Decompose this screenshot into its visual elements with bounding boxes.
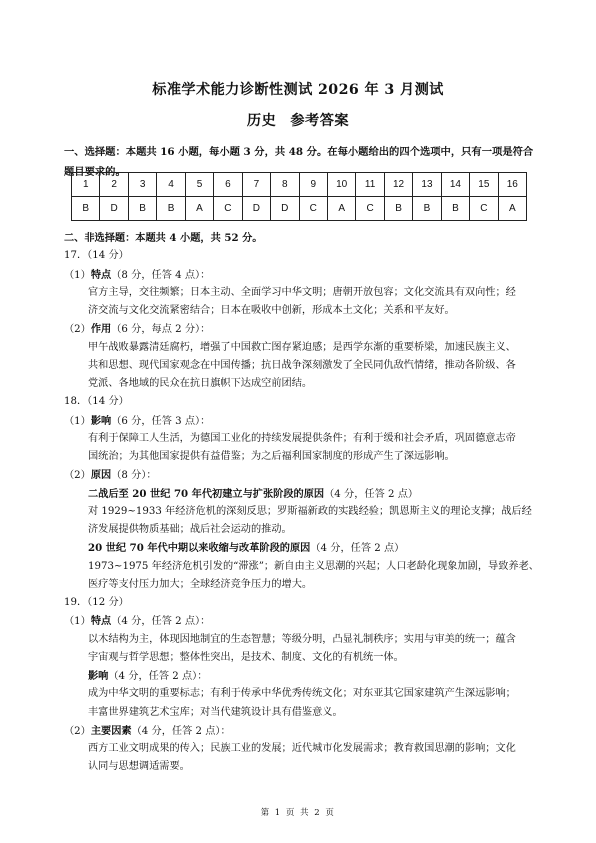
part-label: （2） — [64, 470, 91, 482]
answer-line: 党派、各地域的民众在抗日旗帜下达成空前团结。 — [88, 378, 313, 389]
answer-cell: D — [100, 197, 128, 221]
answer-cell: C — [356, 197, 384, 221]
answer-line: 官方主导，交往频繁；日本主动、全面学习中华文明；唐朝开放包容；文化交流具有双向性；经 — [88, 286, 516, 298]
answer-cell: C — [214, 197, 242, 221]
answer-cell: A — [498, 197, 526, 221]
question-number-cell: 7 — [242, 173, 270, 197]
answer-cell: B — [157, 197, 185, 221]
q18-part1-header — [64, 412, 536, 430]
question-number-cell: 8 — [271, 173, 299, 197]
part-label: （2） — [64, 324, 91, 336]
answer-line: 1973~1975 年经济危机引发的“滞涨”；新自由主义思潮的兴起；人口老龄化现象加剧，导致养老、 — [88, 560, 539, 572]
doc-type-label: 参考答案 — [290, 113, 350, 129]
answer-table — [71, 172, 527, 221]
q19-part2-header — [64, 722, 536, 740]
q17-part2-header — [64, 320, 536, 338]
part-label: （1） — [64, 616, 91, 628]
q18-part2-header — [64, 466, 536, 484]
stage2-header — [64, 539, 536, 557]
answer-line: 国统治；为其他国家提供有益借鉴；为之后福利国家制度的形成产生了深远影响。 — [88, 451, 455, 462]
part-title: 原因 — [90, 469, 112, 482]
part-score: （8 分）： — [111, 470, 157, 482]
q17-number: 17．（14 分） — [64, 250, 129, 262]
part-label: （1） — [64, 269, 91, 281]
answer-line: 济交流与文化交流紧密结合；日本在吸收中创新，形成本土文化；关系和平友好。 — [88, 305, 455, 316]
part-label: （1） — [64, 415, 91, 427]
question-number-cell: 1 — [72, 173, 100, 197]
subject-label: 历史 — [246, 113, 277, 129]
question-number-row — [72, 173, 527, 197]
question-number-cell: 3 — [128, 173, 156, 197]
answer-cell: D — [242, 197, 270, 221]
question-number-cell: 10 — [327, 173, 355, 197]
answer-line: 有利于保障工人生活，为德国工业化的持续发展提供条件；有利于缓和社会矛盾，巩固德意志帝 — [88, 432, 516, 444]
answer-line: 甲午战败暴露清廷腐朽，增强了中国救亡图存紧迫感；是西学东渐的重要桥梁，加速民族主义、 — [88, 341, 516, 353]
question-number-cell: 6 — [214, 173, 242, 197]
answer-cell: D — [271, 197, 299, 221]
answer-line: 宇宙观与哲学思想；整体性突出，是技术、制度、文化的有机统一体。 — [88, 651, 404, 663]
stage-score: （4 分，任答 2 点） — [310, 543, 405, 555]
q19-number: 19．（12 分） — [64, 597, 129, 608]
answer-line: 对 1929~1933 年经济危机的深刻反思；罗斯福新政的实践经验；凯恩斯主义的理论支撑；战后经 — [88, 505, 532, 517]
answer-line: 共和思想、现代国家观念在中国传播；抗日战争深刻激发了全民同仇敌忾情绪，推动各阶级、各 — [88, 359, 516, 371]
stage1-header — [64, 485, 536, 503]
answer-cell: A — [327, 197, 355, 221]
part-score: （6 分，每点 2 分）： — [111, 324, 211, 336]
question-number-cell: 11 — [356, 173, 384, 197]
answer-cell: A — [185, 197, 213, 221]
answer-cell: B — [384, 197, 412, 221]
question-number-cell: 16 — [498, 173, 526, 197]
page-subtitle — [0, 110, 596, 130]
impact-header — [64, 667, 536, 685]
answer-row — [72, 197, 527, 221]
page-title: 标准学术能力诊断性测试 2026 年 3 月测试 — [152, 82, 444, 98]
part-score: （8 分，任答 4 点）： — [111, 269, 211, 281]
answer-cell: B — [128, 197, 156, 221]
page-footer: 第 1 页 共 2 页 — [260, 808, 336, 818]
part-title: 影响 — [88, 670, 109, 682]
question-number-cell: 14 — [441, 173, 469, 197]
answer-line: 认同与思想调适需要。 — [88, 761, 190, 773]
part-score: （4 分，任答 2 点）： — [111, 616, 211, 628]
nonchoice-section — [64, 229, 539, 777]
answer-cell: B — [413, 197, 441, 221]
answer-cell: C — [470, 197, 498, 221]
q19-part1-header — [64, 612, 536, 630]
part-title: 特点 — [90, 268, 112, 281]
section2-heading: 二、非选择题：本题共 4 小题，共 52 分。 — [64, 232, 263, 244]
question-number-cell: 4 — [157, 173, 185, 197]
answer-cell: C — [299, 197, 327, 221]
part-label: （2） — [64, 725, 91, 737]
answer-cell: B — [441, 197, 469, 221]
part-score: （4 分，任答 2 点）： — [108, 671, 208, 682]
q17-part1-header — [64, 266, 536, 284]
question-number-cell: 15 — [470, 173, 498, 197]
part-title: 特点 — [90, 615, 112, 628]
question-number-cell: 9 — [299, 173, 327, 197]
stage-score: （4 分，任答 2 点） — [324, 488, 419, 500]
stage-title: 二战后至 20 世纪 70 年代初建立与扩张阶段的原因 — [88, 487, 325, 500]
answer-line: 以木结构为主，体现因地制宜的生态智慧；等级分明，凸显礼制秩序；实用与审美的统一；蕴含 — [88, 633, 516, 645]
question-number-cell: 13 — [413, 173, 441, 197]
answer-line: 西方工业文明成果的传入；民族工业的发展；近代城市化发展需求；教育救国思潮的影响；文化 — [88, 743, 516, 754]
question-number-cell: 5 — [185, 173, 213, 197]
answer-line: 济发展提供物质基础；战后社会运动的推动。 — [88, 524, 292, 535]
part-title: 主要因素 — [90, 724, 132, 737]
answer-line: 丰富世界建筑艺术宝库；对当代建筑设计具有借鉴意义。 — [88, 706, 343, 718]
part-score: （4 分，任答 2 点）： — [131, 725, 231, 737]
part-score: （6 分，任答 3 点）： — [111, 415, 211, 427]
question-number-cell: 2 — [100, 173, 128, 197]
q18-number: 18．（14 分） — [64, 396, 129, 408]
part-title: 作用 — [90, 323, 112, 336]
answer-line: 成为中华文明的重要标志；有利于传承中华优秀传统文化；对东亚其它国家建筑产生深远影响； — [88, 688, 516, 700]
answer-cell: B — [72, 197, 100, 221]
part-title: 影响 — [90, 414, 112, 427]
stage-title: 20 世纪 70 年代中期以来收缩与改革阶段的原因 — [88, 542, 311, 555]
question-number-cell: 12 — [384, 173, 412, 197]
section1-heading: 一、选择题：本题共 16 小题，每小题 3 分，共 48 分。在每小题给出的四个选项中，只有一项是符合题目要求的。 — [64, 146, 534, 178]
answer-line: 医疗等支付压力加大；全球经济竞争压力的增大。 — [88, 578, 313, 590]
